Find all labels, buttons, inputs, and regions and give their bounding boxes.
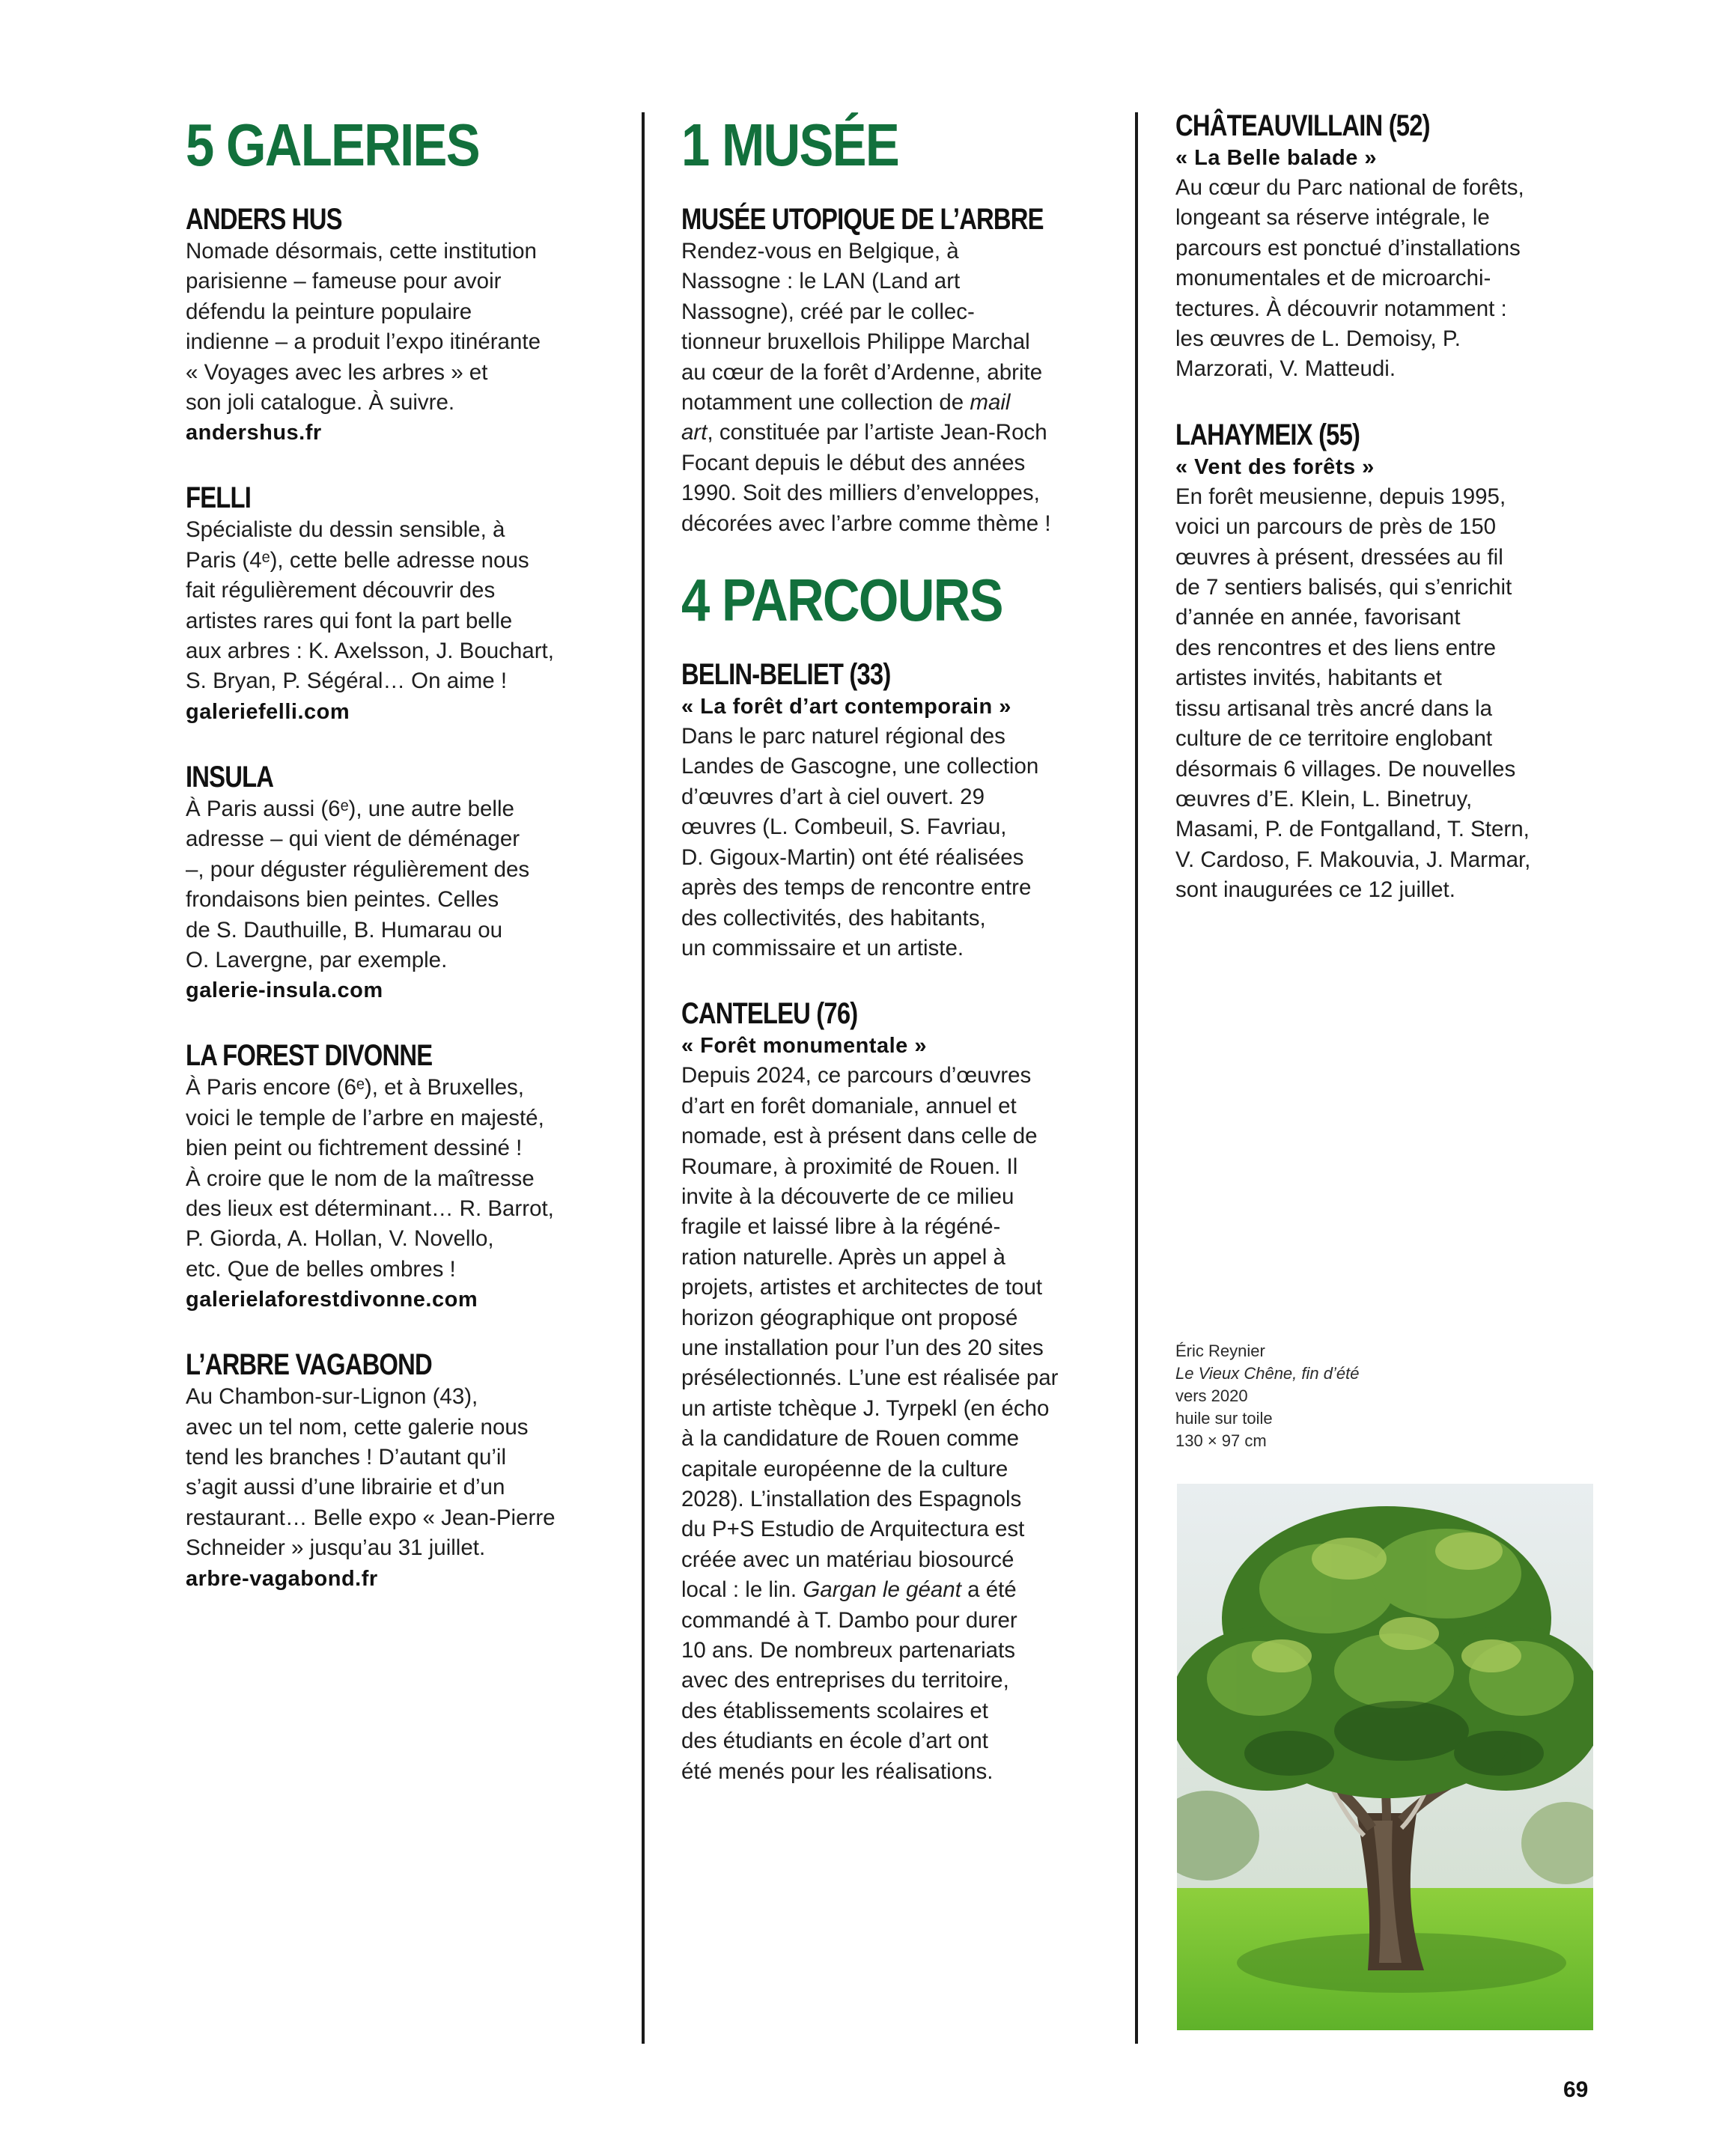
lahaymeix-subtitle: « Vent des forêts » xyxy=(1175,454,1375,479)
gallery-line: artistes rares qui font la part belle xyxy=(186,608,513,633)
caption-date: vers 2020 xyxy=(1175,1386,1248,1405)
chateauvillain-title: CHÂTEAUVILLAIN (52) xyxy=(1175,109,1430,142)
lahaymeix-line: désormais 6 villages. De nouvelles xyxy=(1175,756,1516,782)
canteleu-line: 10 ans. De nombreux partenariats xyxy=(681,1638,1016,1663)
chateauvillain-line: tectures. À découvrir notamment : xyxy=(1175,296,1507,321)
gallery-line: parisienne – fameuse pour avoir xyxy=(186,269,502,294)
belin-line: des collectivités, des habitants, xyxy=(681,905,986,931)
canteleu-line: des établissements scolaires et xyxy=(681,1698,988,1723)
gallery-title: INSULA xyxy=(186,760,274,794)
gallery-line: À croire que le nom de la maîtresse xyxy=(186,1166,535,1191)
canteleu-line: ration naturelle. Après un appel à xyxy=(681,1244,1005,1270)
lahaymeix-line: En forêt meusienne, depuis 1995, xyxy=(1175,484,1506,509)
museum-line: notamment une collection de mail xyxy=(681,390,1011,415)
galleries-heading: 5 GALERIES xyxy=(186,112,479,178)
gallery-line: adresse – qui vient de déménager xyxy=(186,826,520,852)
canteleu-line: 2028). L’installation des Espagnols xyxy=(681,1487,1022,1511)
gallery-line: aux arbres : K. Axelsson, J. Bouchart, xyxy=(186,639,554,664)
lahaymeix-line: Masami, P. de Fontgalland, T. Stern, xyxy=(1175,817,1530,842)
gallery-line: son joli catalogue. À suivre. xyxy=(186,390,455,415)
gallery-text xyxy=(186,1382,627,1563)
gallery-line: défendu la peinture populaire xyxy=(186,299,472,324)
canteleu-title: CANTELEU (76) xyxy=(681,997,858,1031)
canteleu-line: projets, artistes et architectes de tout xyxy=(681,1275,1043,1300)
canteleu-line: fragile et laissé libre à la régéné- xyxy=(681,1214,1001,1240)
canteleu-line: commandé à T. Dambo pour durer xyxy=(681,1607,1017,1633)
gallery-line: fait régulièrement découvrir des xyxy=(186,578,496,603)
belin-text xyxy=(681,722,1123,963)
caption-size: 130 × 97 cm xyxy=(1175,1431,1267,1450)
gallery-line: s’agit aussi d’une librairie et d’un xyxy=(186,1475,505,1500)
lahaymeix-line: œuvres à présent, dressées au fil xyxy=(1175,544,1503,570)
belin-line: œuvres (L. Combeuil, S. Favriau, xyxy=(681,814,1007,840)
caption-work: Le Vieux Chêne, fin d’été xyxy=(1175,1364,1360,1383)
chateauvillain-line: Au cœur du Parc national de forêts, xyxy=(1175,175,1524,200)
gallery-website-link[interactable]: galeriefelli.com xyxy=(186,699,350,724)
canteleu-line: été menés pour les réalisations. xyxy=(681,1758,994,1784)
canteleu-line: local : le lin. Gargan le géant a été xyxy=(681,1577,1017,1603)
museum-entry xyxy=(681,202,1123,539)
lahaymeix-title: LAHAYMEIX (55) xyxy=(1175,418,1360,451)
museum-heading: 1 MUSÉE xyxy=(681,112,899,178)
canteleu-line: des étudiants en école d’art ont xyxy=(681,1729,989,1754)
museum-title: MUSÉE UTOPIQUE DE L’ARBRE xyxy=(681,203,1044,236)
museum-line: décorées avec l’arbre comme thème ! xyxy=(681,511,1051,536)
gallery-line: bien peint ou fichtrement dessiné ! xyxy=(186,1136,523,1161)
caption-medium: huile sur toile xyxy=(1175,1409,1273,1428)
belin-line: Dans le parc naturel régional des xyxy=(681,724,1005,749)
lahaymeix-line: sont inaugurées ce 12 juillet. xyxy=(1175,877,1455,903)
gallery-website-link[interactable]: galerie-insula.com xyxy=(186,978,383,1003)
gallery-title: LA FOREST DIVONNE xyxy=(186,1039,433,1073)
lahaymeix-entry xyxy=(1175,418,1617,906)
chateauvillain-line: longeant sa réserve intégrale, le xyxy=(1175,205,1490,231)
museum-line: Nassogne : le LAN (Land art xyxy=(681,269,961,294)
canteleu-subtitle: « Forêt monumentale » xyxy=(681,1034,927,1059)
chateauvillain-line: parcours est ponctué d’installations xyxy=(1175,235,1521,261)
gallery-line: Au Chambon-sur-Lignon (43), xyxy=(186,1384,478,1410)
gallery-line: À Paris encore (6ᵉ), et à Bruxelles, xyxy=(186,1075,525,1100)
parcours-heading: 4 PARCOURS xyxy=(681,567,1002,634)
lahaymeix-line: V. Cardoso, F. Makouvia, J. Marmar, xyxy=(1175,847,1531,872)
canteleu-line: Depuis 2024, ce parcours d’œuvres xyxy=(681,1063,1032,1088)
gallery-line: À Paris aussi (6ᵉ), une autre belle xyxy=(186,796,514,821)
museum-line: 1990. Soit des milliers d’enveloppes, xyxy=(681,481,1040,506)
gallery-title: ANDERS HUS xyxy=(186,203,342,236)
canteleu-line: un artiste tchèque J. Tyrpekl (en écho xyxy=(681,1395,1050,1421)
belin-line: D. Gigoux-Martin) ont été réalisées xyxy=(681,844,1024,870)
gallery-entry xyxy=(186,481,627,726)
chateauvillain-line: les œuvres de L. Demoisy, P. xyxy=(1175,326,1461,352)
lahaymeix-line: d’année en année, favorisant xyxy=(1175,605,1461,630)
museum-line: Rendez-vous en Belgique, à xyxy=(681,239,959,264)
lahaymeix-line: artistes invités, habitants et xyxy=(1175,666,1442,691)
gallery-text xyxy=(186,237,627,418)
museum-line: art, constituée par l’artiste Jean-Roch xyxy=(681,420,1047,445)
oak-tree-icon xyxy=(1177,1484,1593,2030)
museum-text xyxy=(681,237,1123,539)
canteleu-line: du P+S Estudio de Arquitectura est xyxy=(681,1517,1025,1542)
column-galleries xyxy=(186,112,627,1627)
canteleu-line: créée avec un matériau biosourcé xyxy=(681,1547,1014,1572)
canteleu-text xyxy=(681,1061,1123,1787)
lahaymeix-line: œuvres d’E. Klein, L. Binetruy, xyxy=(1175,786,1473,811)
gallery-text xyxy=(186,794,627,975)
lahaymeix-line: de 7 sentiers balisés, qui s’enrichit xyxy=(1175,575,1512,600)
column-divider-right xyxy=(1135,112,1138,2044)
belin-line: après des temps de rencontre entre xyxy=(681,875,1032,901)
canteleu-line: nomade, est à présent dans celle de xyxy=(681,1124,1038,1149)
gallery-line: avec un tel nom, cette galerie nous xyxy=(186,1414,529,1440)
galleries-list xyxy=(186,202,627,1594)
canteleu-line: d’art en forêt domaniale, annuel et xyxy=(681,1093,1017,1118)
gallery-line: « Voyages avec les arbres » et xyxy=(186,359,488,385)
gallery-line: frondaisons bien peintes. Celles xyxy=(186,887,499,913)
gallery-title: L’ARBRE VAGABOND xyxy=(186,1348,432,1382)
canteleu-line: invite à la découverte de ce milieu xyxy=(681,1184,1014,1209)
gallery-line: indienne – a produit l’expo itinérante xyxy=(186,329,541,355)
chateauvillain-line: monumentales et de microarchi- xyxy=(1175,266,1491,291)
canteleu-entry xyxy=(681,996,1123,1787)
gallery-website-link[interactable]: arbre-vagabond.fr xyxy=(186,1566,378,1591)
oak-tree-painting xyxy=(1177,1484,1593,2030)
gallery-text xyxy=(186,515,627,696)
gallery-entry xyxy=(186,760,627,1005)
lahaymeix-line: des rencontres et des liens entre xyxy=(1175,635,1496,660)
museum-line: tionneur bruxellois Philippe Marchal xyxy=(681,329,1030,355)
canteleu-line: horizon géographique ont proposé xyxy=(681,1305,1018,1330)
belin-subtitle: « La forêt d’art contemporain » xyxy=(681,695,1011,719)
gallery-text xyxy=(186,1073,627,1285)
canteleu-line: avec des entreprises du territoire, xyxy=(681,1668,1009,1693)
canteleu-line: capitale européenne de la culture xyxy=(681,1456,1008,1482)
gallery-entry xyxy=(186,202,627,448)
gallery-line: etc. Que de belles ombres ! xyxy=(186,1256,456,1282)
belin-entry xyxy=(681,657,1123,963)
gallery-website-link[interactable]: andershus.fr xyxy=(186,421,322,445)
belin-title: BELIN-BELIET (33) xyxy=(681,658,891,692)
painting-caption xyxy=(1175,1340,1550,1452)
lahaymeix-line: voici un parcours de près de 150 xyxy=(1175,514,1497,540)
belin-line: d’œuvres d’art à ciel ouvert. 29 xyxy=(681,784,985,809)
column-museum-parcours xyxy=(681,112,1123,1820)
gallery-line: Nomade désormais, cette institution xyxy=(186,239,537,264)
gallery-line: –, pour déguster régulièrement des xyxy=(186,856,530,882)
gallery-line: S. Bryan, P. Ségéral… On aime ! xyxy=(186,669,508,694)
chateauvillain-line: Marzorati, V. Matteudi. xyxy=(1175,356,1396,382)
chateauvillain-entry xyxy=(1175,109,1617,385)
gallery-line: voici le temple de l’arbre en majesté, xyxy=(186,1105,544,1130)
lahaymeix-line: tissu artisanal très ancré dans la xyxy=(1175,695,1493,721)
museum-line: Nassogne), créé par le collec- xyxy=(681,299,975,324)
gallery-title: FELLI xyxy=(186,481,251,515)
belin-line: un commissaire et un artiste. xyxy=(681,935,964,960)
gallery-line: Spécialiste du dessin sensible, à xyxy=(186,517,505,543)
gallery-line: P. Giorda, A. Hollan, V. Novello, xyxy=(186,1226,494,1252)
gallery-entry xyxy=(186,1348,627,1593)
gallery-line: Paris (4ᵉ), cette belle adresse nous xyxy=(186,547,529,573)
caption-artist: Éric Reynier xyxy=(1175,1342,1265,1360)
gallery-line: de S. Dauthuille, B. Humarau ou xyxy=(186,917,503,943)
lahaymeix-text xyxy=(1175,482,1617,906)
museum-line: au cœur de la forêt d’Ardenne, abrite xyxy=(681,359,1043,385)
chateauvillain-text xyxy=(1175,173,1617,385)
museum-line: Focant depuis le début des années xyxy=(681,450,1026,475)
column-divider-left xyxy=(642,112,645,2044)
canteleu-line: à la candidature de Rouen comme xyxy=(681,1426,1019,1452)
gallery-line: restaurant… Belle expo « Jean-Pierre xyxy=(186,1505,556,1530)
column-parcours-continued xyxy=(1175,109,1617,939)
page-number: 69 xyxy=(1563,2077,1589,2102)
gallery-line: Schneider » jusqu’au 31 juillet. xyxy=(186,1535,486,1561)
lahaymeix-line: culture de ce territoire englobant xyxy=(1175,726,1493,752)
canteleu-line: une installation pour l’un des 20 sites xyxy=(681,1335,1044,1360)
belin-line: Landes de Gascogne, une collection xyxy=(681,754,1039,779)
gallery-entry xyxy=(186,1038,627,1315)
canteleu-line: Roumare, à proximité de Rouen. Il xyxy=(681,1154,1018,1179)
gallery-line: des lieux est déterminant… R. Barrot, xyxy=(186,1196,554,1221)
gallery-line: O. Lavergne, par exemple. xyxy=(186,947,448,972)
gallery-line: tend les branches ! D’autant qu’il xyxy=(186,1444,507,1470)
gallery-website-link[interactable]: galerielaforestdivonne.com xyxy=(186,1288,478,1312)
chateauvillain-subtitle: « La Belle balade » xyxy=(1175,146,1378,170)
canteleu-line: présélectionnés. L’une est réalisée par xyxy=(681,1365,1059,1391)
